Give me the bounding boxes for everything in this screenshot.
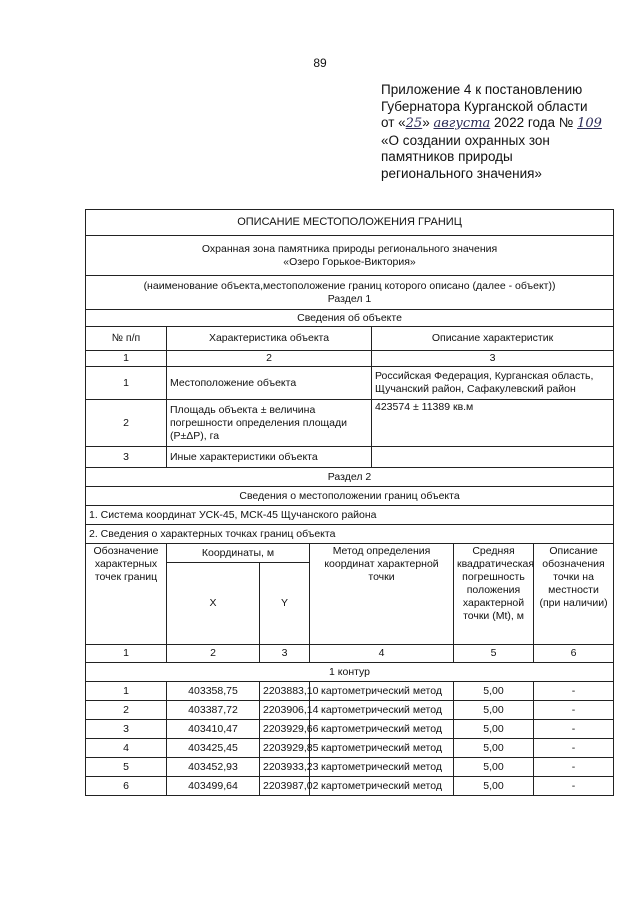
object-line-2: «Озеро Горькое-Виктория» xyxy=(283,255,416,268)
t1-header-number: № п/п xyxy=(86,327,167,351)
appendix-line-1: Приложение 4 к постановлению xyxy=(381,82,583,97)
contour-label: 1 контур xyxy=(86,663,614,682)
point-number: 2 xyxy=(86,701,167,720)
point-number: 5 xyxy=(86,758,167,777)
t1-row-name: Местоположение объекта xyxy=(167,367,372,400)
point-x: 403425,45 xyxy=(167,739,260,758)
t1-header-characteristic: Характеристика объекта xyxy=(167,327,372,351)
appendix-line-4: «О создании охранных зон xyxy=(381,132,550,148)
section-2-label: Раздел 2 xyxy=(86,468,614,487)
t1-row-value: Российская Федерация, Курганская область, Щучанский район, Сафакулевский район xyxy=(372,367,614,400)
point-x: 403387,72 xyxy=(167,701,260,720)
appendix-line-6: регионального значения» xyxy=(381,165,542,181)
t1-row xyxy=(86,367,614,400)
point-x: 403452,93 xyxy=(167,758,260,777)
point-method: картометрический метод xyxy=(310,682,454,701)
point-x: 403410,47 xyxy=(167,720,260,739)
handwritten-number: 109 xyxy=(577,116,602,131)
appendix-line-5: памятников природы xyxy=(381,149,513,164)
object-caption: (наименование объекта,местоположение границ которого описано (далее - объект)) xyxy=(143,279,556,292)
handwritten-day: 25 xyxy=(405,116,423,131)
table-row xyxy=(86,682,614,701)
point-y: 2203906,14 xyxy=(260,701,310,720)
point-description: - xyxy=(534,701,614,720)
appendix-date-line xyxy=(381,115,631,133)
object-name xyxy=(86,236,614,276)
point-description: - xyxy=(534,739,614,758)
point-description: - xyxy=(534,758,614,777)
t1-row-name: Площадь объекта ± величина погрешности определения площади (P±ΔP), га xyxy=(167,400,372,447)
point-error: 5,00 xyxy=(454,758,534,777)
t1-header-description: Описание характеристик xyxy=(372,327,614,351)
appendix-header xyxy=(381,82,631,182)
point-y: 2203929,85 xyxy=(260,739,310,758)
points-title: 2. Сведения о характерных точках границ объекта xyxy=(86,525,614,544)
point-method: картометрический метод xyxy=(310,777,454,796)
point-error: 5,00 xyxy=(454,739,534,758)
point-description: - xyxy=(534,777,614,796)
t1-row-number: 1 xyxy=(86,367,167,400)
t1-colnum-1: 1 xyxy=(86,351,167,367)
date-mid: » xyxy=(422,115,430,130)
point-error: 5,00 xyxy=(454,682,534,701)
t2-header-coordinates: Координаты, м xyxy=(167,544,310,563)
t1-colnum-3: 3 xyxy=(372,351,614,367)
t2-colnum-3: 3 xyxy=(260,645,310,663)
table-row xyxy=(86,720,614,739)
point-y: 2203987,02 xyxy=(260,777,310,796)
t2-colnum-5: 5 xyxy=(454,645,534,663)
t1-row xyxy=(86,447,614,468)
point-number: 6 xyxy=(86,777,167,796)
t2-header-description: Описание обозначения точки на местности (при наличии) xyxy=(534,544,614,645)
t1-row-value xyxy=(372,447,614,468)
point-number: 1 xyxy=(86,682,167,701)
section-1-title: Сведения об объекте xyxy=(86,310,614,327)
coordinate-system: 1. Система координат УСК-45, МСК-45 Щучанского района xyxy=(86,506,614,525)
t1-colnum-2: 2 xyxy=(167,351,372,367)
point-x: 403358,75 xyxy=(167,682,260,701)
table-row xyxy=(86,777,614,796)
t2-colnum-1: 1 xyxy=(86,645,167,663)
t2-colnum-2: 2 xyxy=(167,645,260,663)
point-x: 403499,64 xyxy=(167,777,260,796)
point-y: 2203883,10 xyxy=(260,682,310,701)
t2-header-point-label: Обозначение характерных точек границ xyxy=(86,544,167,645)
boundary-description-table xyxy=(85,209,614,796)
t1-row-number: 3 xyxy=(86,447,167,468)
table-row xyxy=(86,739,614,758)
date-suffix: 2022 года № xyxy=(494,115,574,130)
point-method: картометрический метод xyxy=(310,701,454,720)
t2-header-method: Метод определения координат характерной точки xyxy=(310,544,454,645)
page-number: 89 xyxy=(313,56,327,70)
section-2-title: Сведения о местоположении границ объекта xyxy=(86,487,614,506)
point-method: картометрический метод xyxy=(310,758,454,777)
t2-header-y: Y xyxy=(260,563,310,645)
t1-row-number: 2 xyxy=(86,400,167,447)
table-row xyxy=(86,758,614,777)
t2-colnum-6: 6 xyxy=(534,645,614,663)
t1-row xyxy=(86,400,614,447)
point-error: 5,00 xyxy=(454,720,534,739)
t2-header-x: X xyxy=(167,563,260,645)
point-method: картометрический метод xyxy=(310,720,454,739)
point-description: - xyxy=(534,720,614,739)
object-line-1: Охранная зона памятника природы регионального значения xyxy=(201,242,498,255)
point-number: 3 xyxy=(86,720,167,739)
point-error: 5,00 xyxy=(454,777,534,796)
t2-colnum-4: 4 xyxy=(310,645,454,663)
object-caption-section1 xyxy=(86,276,614,310)
appendix-line-2: Губернатора Курганской области xyxy=(381,98,588,114)
point-y: 2203929,66 xyxy=(260,720,310,739)
t2-header-error: Средняя квадратическая погрешность положения характерной точки (Mt), м xyxy=(454,544,534,645)
date-prefix: от « xyxy=(381,115,406,130)
document-title: ОПИСАНИЕ МЕСТОПОЛОЖЕНИЯ ГРАНИЦ xyxy=(86,210,614,236)
point-number: 4 xyxy=(86,739,167,758)
handwritten-month: августа xyxy=(433,116,491,131)
point-method: картометрический метод xyxy=(310,739,454,758)
point-error: 5,00 xyxy=(454,701,534,720)
point-description: - xyxy=(534,682,614,701)
point-y: 2203933,23 xyxy=(260,758,310,777)
table-row xyxy=(86,701,614,720)
t1-row-name: Иные характеристики объекта xyxy=(167,447,372,468)
section-1-label: Раздел 1 xyxy=(327,292,372,305)
t1-row-value: 423574 ± 11389 кв.м xyxy=(372,400,614,447)
